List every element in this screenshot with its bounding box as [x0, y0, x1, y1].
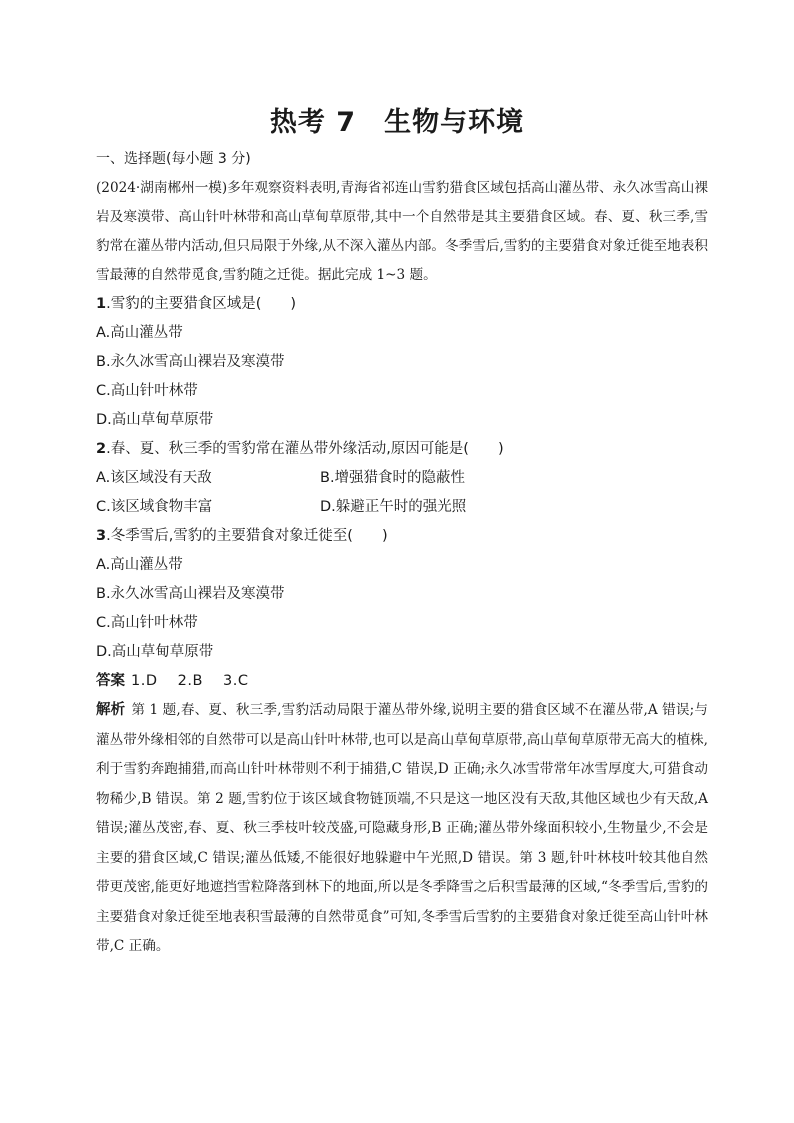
question-1	[96, 290, 708, 435]
option-a: A.该区域没有天敌	[96, 470, 212, 486]
question-stem	[96, 435, 708, 464]
option-b: B.永久冰雪高山裸岩及寒漠带	[96, 586, 285, 602]
option-d: D.躲避正午时的强光照	[320, 499, 467, 515]
question-2	[96, 435, 708, 522]
analysis-label: 解析	[96, 702, 126, 718]
question-text: .冬季雪后,雪豹的主要猎食对象迁徙至( )	[106, 528, 388, 544]
option-c: C.该区域食物丰富	[96, 499, 213, 515]
options-row	[96, 493, 708, 522]
content	[96, 148, 708, 962]
option-d: D.高山草甸草原带	[96, 644, 214, 660]
option-b: B.增强猎食时的隐蔽性	[320, 470, 466, 486]
option-a: A.高山灌丛带	[96, 325, 183, 341]
answer-line	[96, 667, 708, 696]
analysis-text: 第 1 题,春、夏、秋三季,雪豹活动局限于灌丛带外缘,说明主要的猎食区域不在灌丛带,A 错误;与灌丛带外缘相邻的自然带可以是高山针叶林带,也可以是高山草甸草原带,高山草甸草原带无高大的植株,利于雪豹奔跑捕猎,而高山针叶林带则不利于捕猎,C 错误,D 正确;永久冰雪带常年冰雪厚度大,可猎食动物稀少,B 错误。第 2 题,雪豹位于该区域食物链顶端,不只是这一地区没有天敌,其他区域也少有天敌,A 错误;灌丛茂密,春、夏、秋三季枝叶较茂盛,可隐藏身形,B 正确;灌丛带外缘面积较小,生物量少,不会是主要的猎食区域,C 错误;灌丛低矮,不能很好地躲避中午光照,D 错误。第 3 题,针叶林枝叶较其他自然带更茂密,能更好地遮挡雪粒降落到林下的地面,所以是冬季降雪之后积雪最薄的区域,“冬季雪后,雪豹的主要猎食对象迁徙至地表积雪最薄的自然带觅食”可知,冬季雪后雪豹的主要猎食对象迁徙至高山针叶林带,C 正确。	[96, 702, 708, 954]
question-stem	[96, 290, 708, 319]
section-heading: 一、选择题(每小题 3 分)	[96, 151, 251, 167]
page-title: 热考 7 生物与环境	[269, 107, 525, 138]
question-number: 3	[96, 528, 107, 544]
option-d: D.高山草甸草原带	[96, 412, 214, 428]
option-b: B.永久冰雪高山裸岩及寒漠带	[96, 354, 285, 370]
answer-text: 1.D 2.B 3.C	[131, 673, 249, 689]
analysis	[96, 696, 708, 962]
option-c: C.高山针叶林带	[96, 615, 198, 631]
question-3	[96, 522, 708, 667]
option-a: A.高山灌丛带	[96, 557, 183, 573]
question-text: .春、夏、秋三季的雪豹常在灌丛带外缘活动,原因可能是( )	[106, 441, 504, 457]
question-text: .雪豹的主要猎食区域是( )	[106, 296, 297, 312]
options-row	[96, 464, 708, 493]
option-c: C.高山针叶林带	[96, 383, 198, 399]
question-stem	[96, 522, 708, 551]
question-number: 1	[96, 296, 107, 312]
answer-label: 答案	[96, 673, 125, 689]
reading-passage: (2024·湖南郴州一模)多年观察资料表明,青海省祁连山雪豹猎食区域包括高山灌丛带、永久冰雪高山裸岩及寒漠带、高山针叶林带和高山草甸草原带,其中一个自然带是其主要猎食区域。春、夏、秋三季,雪豹常在灌丛带内活动,但只局限于外缘,从不深入灌丛内部。冬季雪后,雪豹的主要猎食对象迁徙至地表积雪最薄的自然带觅食,雪豹随之迁徙。据此完成 1~3 题。	[96, 180, 708, 283]
question-number: 2	[96, 441, 107, 457]
